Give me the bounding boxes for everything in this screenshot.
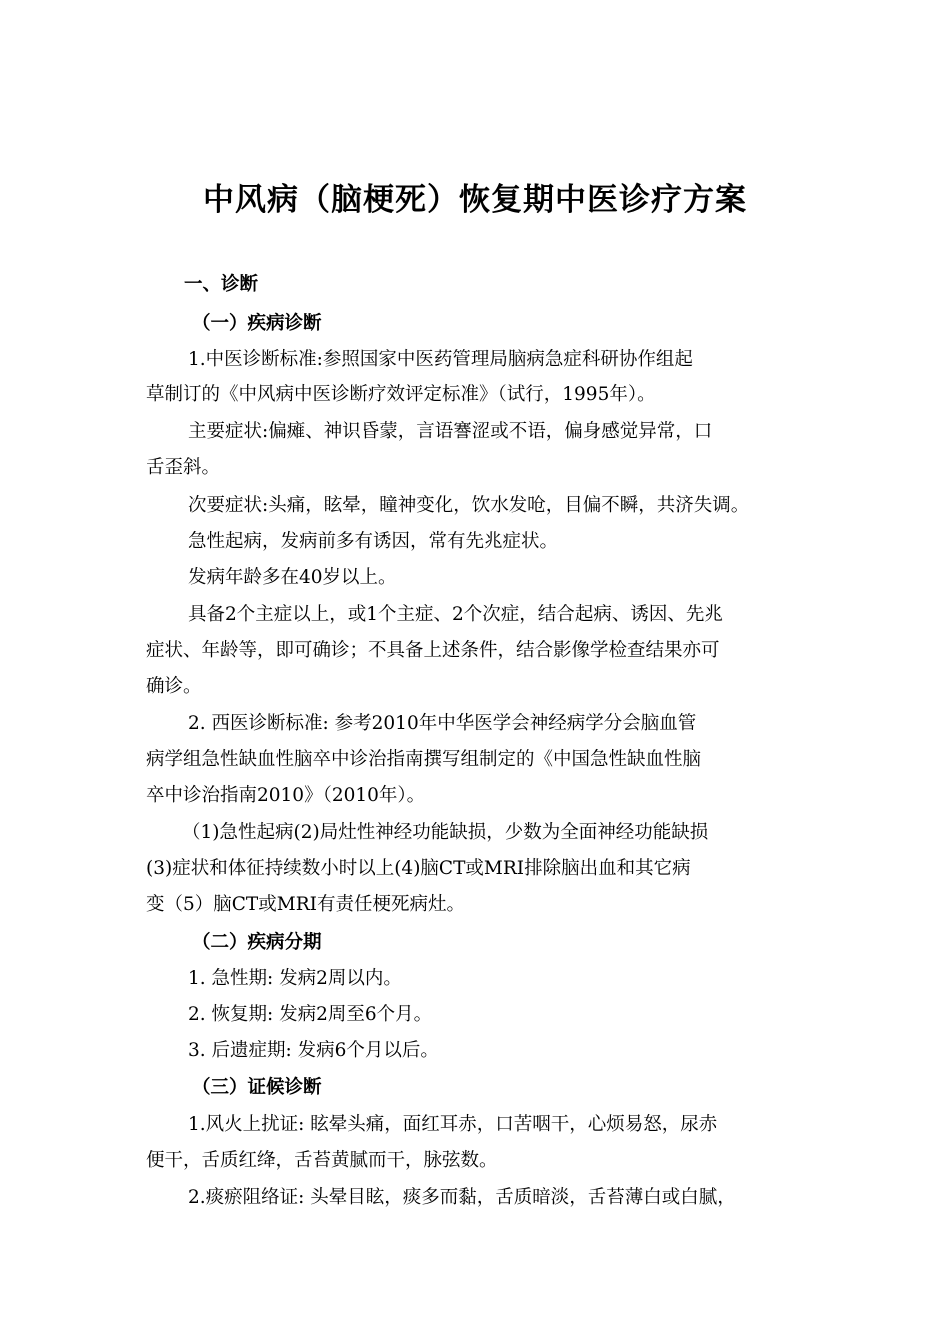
paragraph-line: 舌歪斜。 [146, 457, 221, 478]
paragraph-line: 卒中诊治指南2010》（2010年）。 [146, 785, 426, 806]
document-title: 中风病（脑梗死）恢复期中医诊疗方案 [203, 182, 747, 218]
paragraph-line: 2. 西医诊断标准: 参考2010年中华医学会神经病学分会脑血管 [188, 713, 697, 734]
subsection-heading-disease-diagnosis: （一）疾病诊断 [192, 313, 322, 334]
paragraph-line: 草制订的《中风病中医诊断疗效评定标准》（试行，1995年）。 [146, 384, 656, 405]
subsection-heading-syndrome-diagnosis: （三）证候诊断 [192, 1077, 322, 1098]
paragraph-line: 1.风火上扰证: 眩晕头痛，面红耳赤，口苦咽干，心烦易怒，尿赤 [188, 1114, 718, 1135]
paragraph-line: 急性起病，发病前多有诱因，常有先兆症状。 [188, 531, 559, 552]
subsection-heading-disease-staging: （二）疾病分期 [192, 932, 322, 953]
paragraph-line: （1)急性起病(2)局灶性神经功能缺损，少数为全面神经功能缺损 [182, 822, 709, 843]
paragraph-line: 便干，舌质红绛，舌苔黄腻而干，脉弦数。 [146, 1150, 498, 1171]
paragraph-line: 3. 后遗症期: 发病6个月以后。 [188, 1040, 439, 1061]
paragraph-line: 次要症状:头痛，眩晕，瞳神变化，饮水发呛，目偏不瞬，共济失调。 [188, 495, 750, 516]
section-heading-diagnosis: 一、诊断 [184, 274, 259, 295]
paragraph-line: 变（5）脑CT或MRI有责任梗死病灶。 [146, 894, 465, 915]
paragraph-line: 发病年龄多在40岁以上。 [188, 567, 397, 588]
paragraph-line: 1.中医诊断标准:参照国家中医药管理局脑病急症科研协作组起 [188, 349, 693, 370]
paragraph-line: 确诊。 [146, 676, 202, 697]
paragraph-line: 2.痰瘀阻络证: 头晕目眩，痰多而黏，舌质暗淡，舌苔薄白或白腻， [188, 1187, 736, 1208]
paragraph-line: (3)症状和体征持续数小时以上(4)脑CT或MRI排除脑出血和其它病 [146, 858, 691, 879]
paragraph-line: 主要症状:偏瘫、神识昏蒙，言语謇涩或不语，偏身感觉异常，口 [188, 421, 713, 442]
paragraph-line: 具备2个主症以上，或1个主症、2个次症，结合起病、诱因、先兆 [188, 604, 723, 625]
paragraph-line: 症状、年龄等，即可确诊；不具备上述条件，结合影像学检查结果亦可 [146, 640, 720, 661]
paragraph-line: 病学组急性缺血性脑卒中诊治指南撰写组制定的《中国急性缺血性脑 [146, 749, 702, 770]
paragraph-line: 2. 恢复期: 发病2周至6个月。 [188, 1004, 433, 1025]
paragraph-line: 1. 急性期: 发病2周以内。 [188, 968, 402, 989]
